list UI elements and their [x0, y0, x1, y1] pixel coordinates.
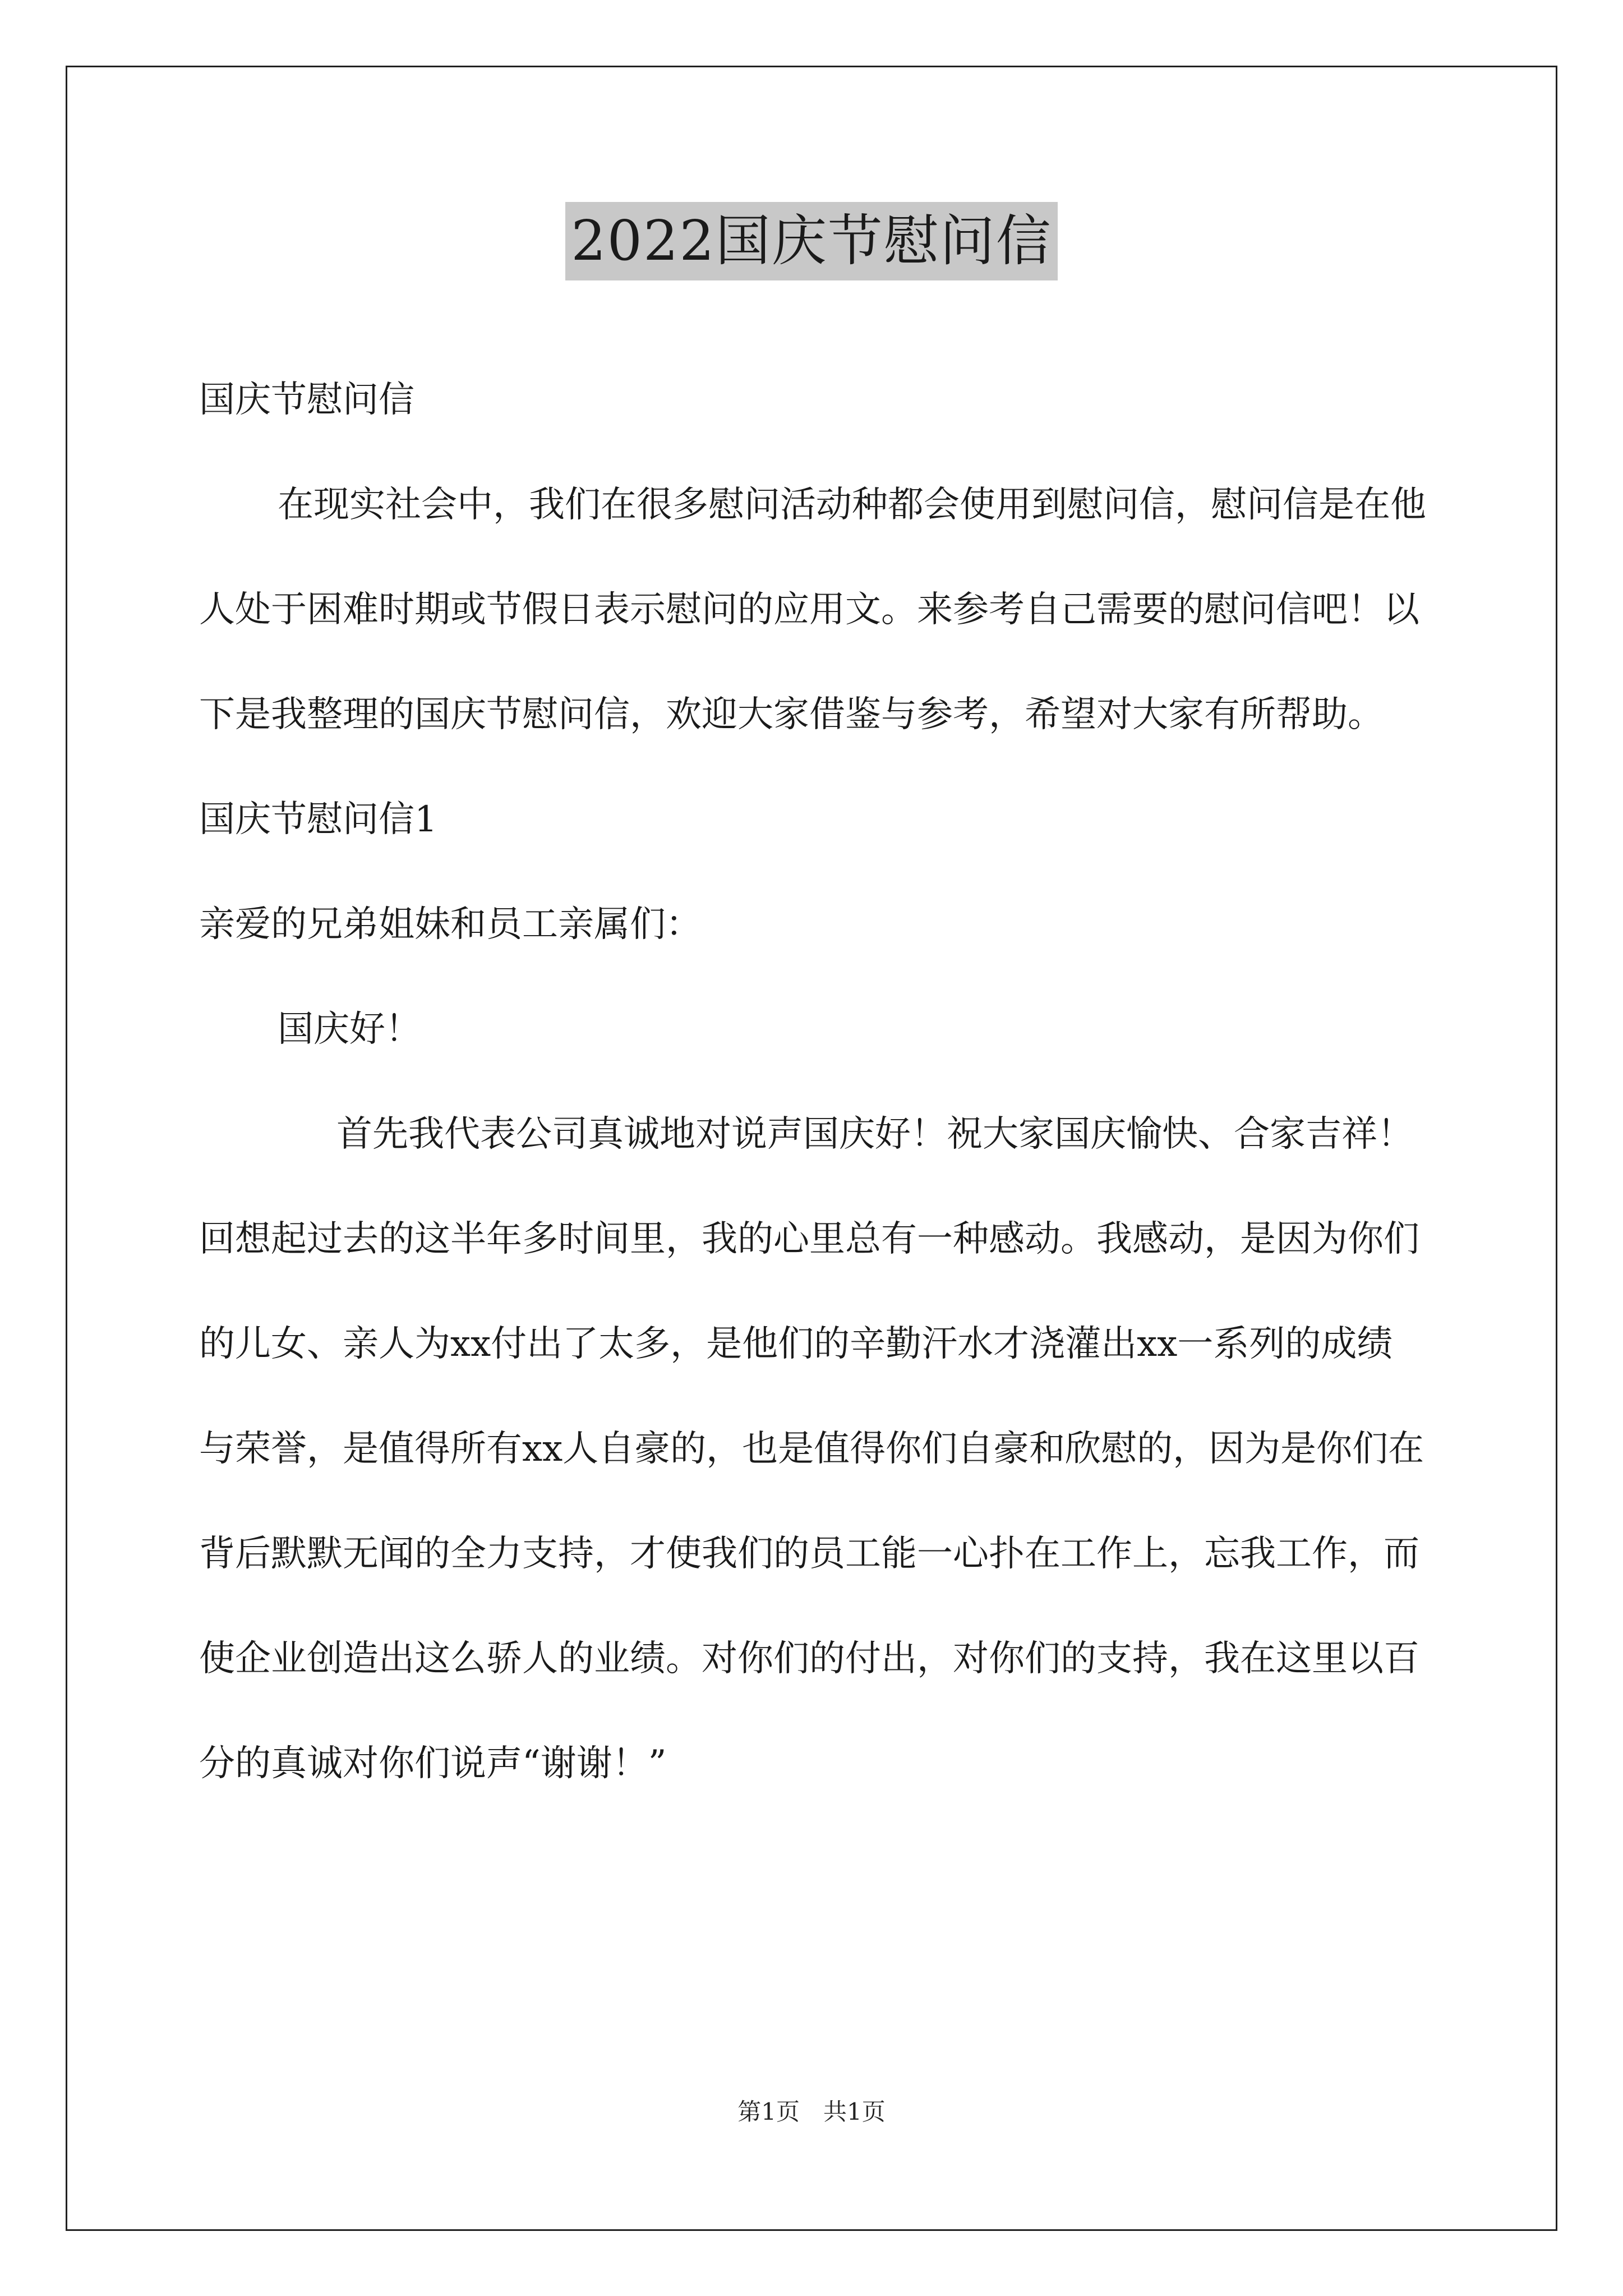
- document-body: [199, 348, 1427, 1816]
- paragraph-heading: 国庆节慰问信: [199, 379, 414, 421]
- paragraph-letter-body: 首先我代表公司真诚地对说声国庆好！祝大家国庆愉快、合家吉祥！ 回想起过去的这半年多时间里，我的心里总有一种感动。我感动，是因为你们的儿女、亲人为xx付出了太多，是他们的辛勤汗水才浇灌出xx一系列的成绩与荣誉，是值得所有xx人自豪的，也是值得你们自豪和欣慰的，因为是你们在背后默默无闻的全力支持，才使我们的员工能一心扑在工作上，忘我工作，而使企业创造出这么骄人的业绩。对你们的付出，对你们的支持，我在这里以百分的真诚对你们说声“谢谢！”: [199, 1114, 1424, 1784]
- paragraph-salutation: 亲爱的兄弟姐妹和员工亲属们：: [199, 904, 702, 945]
- paragraph-intro: 在现实社会中，我们在很多慰问活动种都会使用到慰问信，慰问信是在他人处于困难时期或节假日表示慰问的应用文。来参考自己需要的慰问信吧！以下是我整理的国庆节慰问信，欢迎大家借鉴与参考，希望对大家有所帮助。: [199, 484, 1426, 735]
- paragraph-greeting: 国庆好！: [278, 1009, 421, 1050]
- paragraph-section-title: 国庆节慰问信1: [199, 799, 437, 840]
- page-footer: 第1页 共1页: [737, 2098, 886, 2125]
- title-container: [0, 202, 1623, 280]
- document-title: 2022国庆节慰问信: [565, 202, 1057, 280]
